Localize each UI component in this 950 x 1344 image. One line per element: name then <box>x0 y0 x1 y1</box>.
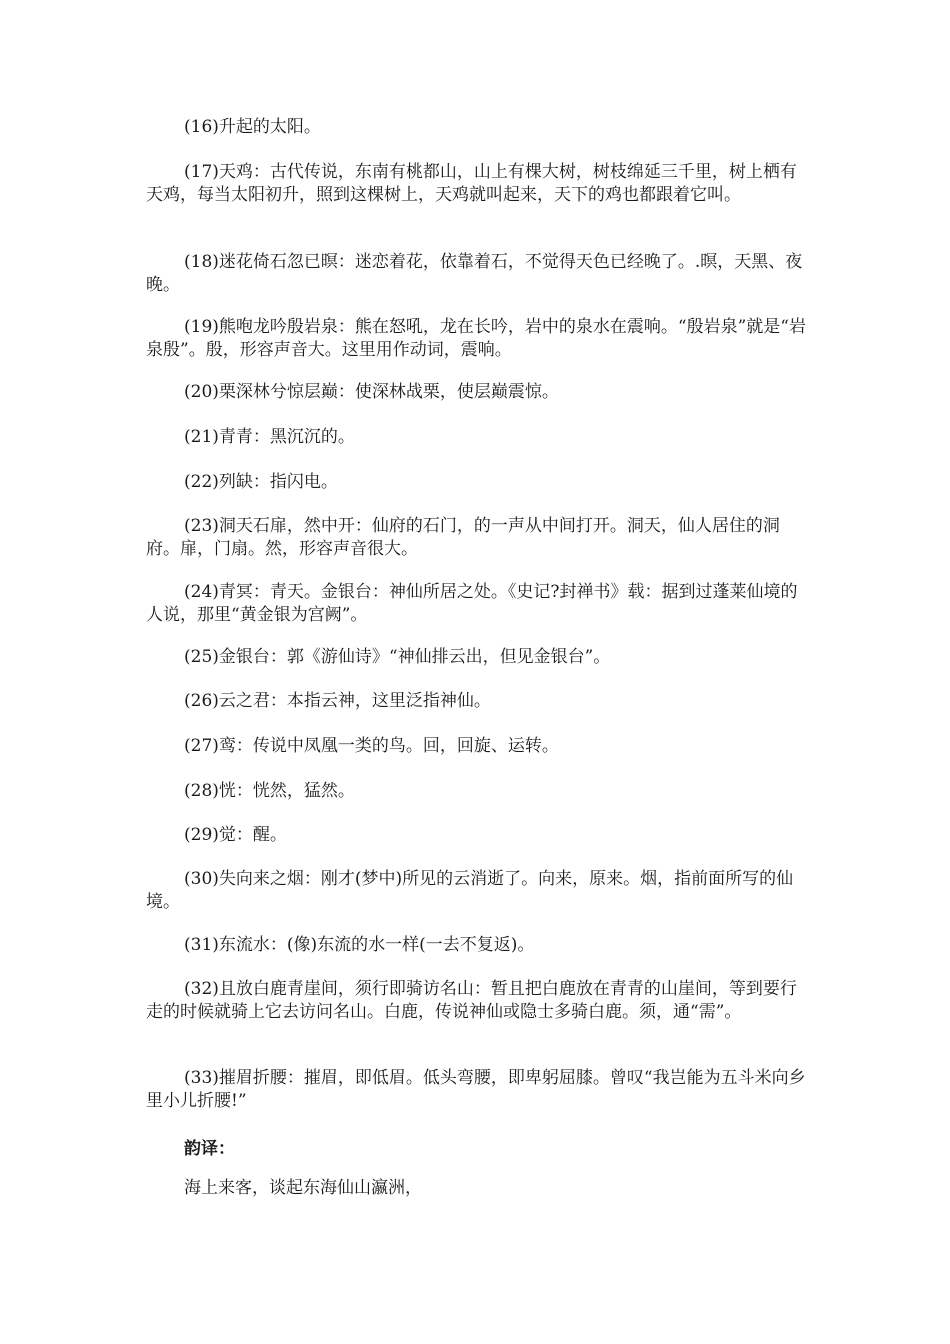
note-23: (23)洞天石扉，然中开：仙府的石门，的一声从中间打开。洞天，仙人居住的洞府。扉，门扇。然，形容声音很大。 <box>146 516 780 559</box>
note-26: (26)云之君：本指云神，这里泛指神仙。 <box>184 691 491 711</box>
note-32: (32)且放白鹿青崖间，须行即骑访名山：暂且把白鹿放在青青的山崖间，等到要行走的时候就骑上它去访问名山。白鹿，传说神仙或隐士多骑白鹿。须，通“需”。 <box>146 979 797 1022</box>
note-30: (30)失向来之烟：刚才(梦中)所见的云消逝了。向来，原来。烟，指前面所写的仙境。 <box>146 869 794 912</box>
note-21: (21)青青：黑沉沉的。 <box>184 427 355 447</box>
note-17: (17)天鸡：古代传说，东南有桃都山，山上有棵大树，树枝绵延三千里，树上栖有天鸡，每当太阳初升，照到这棵树上，天鸡就叫起来，天下的鸡也都跟着它叫。 <box>146 162 797 205</box>
note-18: (18)迷花倚石忽已暝：迷恋着花，依靠着石，不觉得天色已经晚了。.暝，天黑、夜晚。 <box>146 252 803 295</box>
note-20: (20)栗深林兮惊层巅：使深林战栗，使层巅震惊。 <box>184 382 559 402</box>
translation-line: 海上来客，谈起东海仙山瀛洲， <box>184 1178 422 1198</box>
note-16: (16)升起的太阳。 <box>184 117 321 137</box>
note-19: (19)熊咆龙吟殷岩泉：熊在怒吼，龙在长吟，岩中的泉水在震响。“殷岩泉”就是“岩泉殷”。殷，形容声音大。这里用作动词，震响。 <box>146 317 806 360</box>
note-25: (25)金银台：郭《游仙诗》“神仙排云出，但见金银台”。 <box>184 647 611 667</box>
note-24: (24)青冥：青天。金银台：神仙所居之处。《史记?封禅书》载：据到过蓬莱仙境的人说，那里“黄金银为宫阙”。 <box>146 582 798 625</box>
note-28: (28)恍：恍然，猛然。 <box>184 781 355 801</box>
note-31: (31)东流水：(像)东流的水一样(一去不复返)。 <box>184 935 535 955</box>
note-27: (27)鸾：传说中凤凰一类的鸟。回，回旋、运转。 <box>184 736 559 756</box>
note-29: (29)觉：醒。 <box>184 825 287 845</box>
note-22: (22)列缺：指闪电。 <box>184 472 338 492</box>
section-heading: 韵译： <box>184 1139 235 1159</box>
note-33: (33)摧眉折腰：摧眉，即低眉。低头弯腰，即卑躬屈膝。曾叹“我岂能为五斗米向乡里小儿折腰!” <box>146 1068 806 1111</box>
